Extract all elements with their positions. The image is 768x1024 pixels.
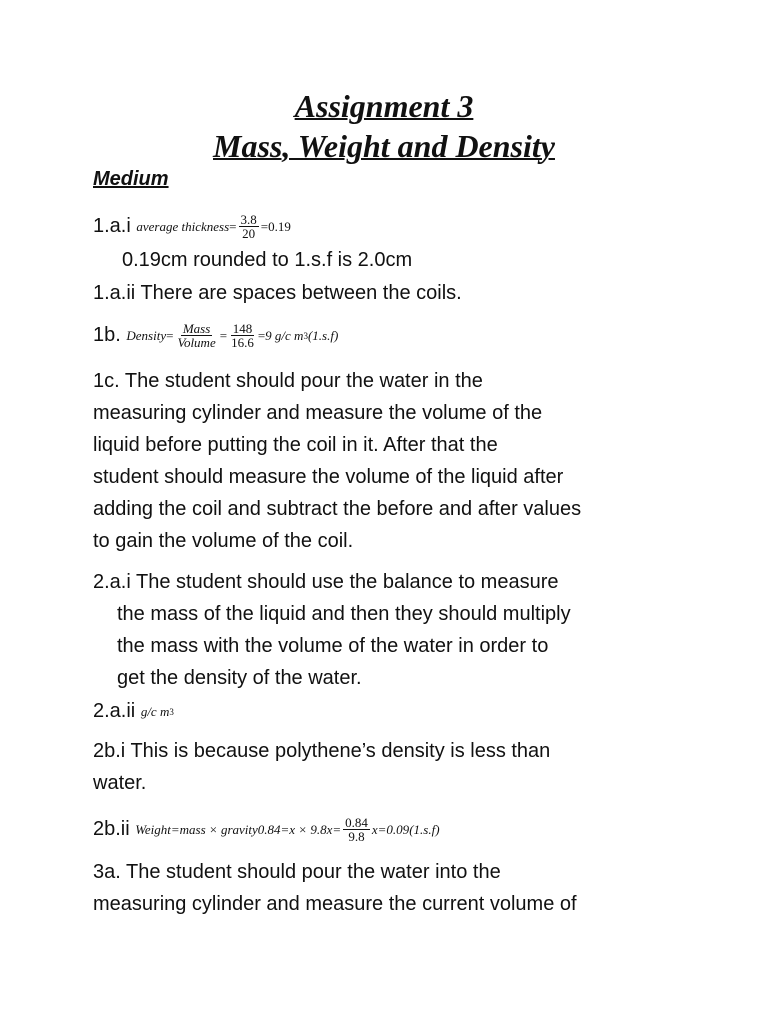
question-1ai-note: 0.19cm rounded to 1.s.f is 2.0cm: [122, 249, 413, 271]
equation-lhs: average thickness: [136, 218, 230, 234]
fraction-numerator: 3.8: [240, 212, 257, 228]
question-label: 2.a.ii: [93, 700, 136, 722]
question-1aii: 1.a.ii There are spaces between the coils.: [93, 282, 462, 304]
fraction-denominator: Volume: [177, 335, 216, 351]
question-1c: [93, 365, 693, 557]
section-heading: Medium: [93, 168, 169, 190]
equation-result: x=0.09: [371, 821, 410, 837]
equation-unit: [141, 696, 174, 728]
question-label: 1.a.i: [93, 215, 131, 237]
exponent: 3: [303, 330, 308, 341]
equation-lhs: Density: [126, 327, 167, 343]
text-line: the mass of the liquid and then they should multiply: [117, 603, 571, 625]
assignment-subtitle: Mass, Weight and Density: [213, 128, 555, 164]
fraction-denominator: 16.6: [231, 335, 254, 351]
text-line: 2.a.i The student should use the balance to measure: [93, 571, 559, 593]
text-line: measuring cylinder and measure the volume of the: [93, 402, 543, 424]
text-line: to gain the volume of the coil.: [93, 530, 354, 552]
text-line: 3a. The student should pour the water into the: [93, 861, 501, 883]
equation-average-thickness: average thickness = $\frac{3.8}{20}$ = 0.19: [136, 212, 291, 242]
text-line: get the density of the water.: [117, 667, 362, 689]
fraction-values: [229, 322, 256, 349]
text-line: the mass with the volume of the water in order to: [117, 635, 549, 657]
text-line: 2b.i This is because polythene’s density is less than: [93, 740, 551, 762]
question-1ai: [93, 210, 291, 243]
fraction: [343, 816, 370, 843]
text-line: water.: [93, 772, 147, 794]
question-2ai: [93, 566, 693, 694]
equation-result: 0.19: [268, 218, 291, 234]
fraction-numerator: 148: [232, 321, 253, 337]
unit-text: g/c m: [140, 703, 170, 719]
question-3a: [93, 856, 693, 920]
equation-weight: [135, 814, 439, 846]
text-line: adding the coil and subtract the before and after values: [93, 498, 582, 520]
question-label: 1b.: [93, 324, 121, 346]
text-line: 1c. The student should pour the water in the: [93, 370, 483, 392]
fraction-mass-volume: [175, 322, 217, 349]
equation-density: Density = $\frac{\text{Mass}}{\text{Volume}}$ = $\frac{148}{16.6}$ = 9 g/c m 3 (1.s.f): [126, 321, 339, 351]
equation-result: 9 g/c m: [265, 327, 304, 343]
question-2bi: [93, 735, 693, 799]
rounding-note: (1.s.f): [409, 821, 440, 837]
assignment-title: Assignment 3: [294, 88, 474, 124]
exponent: 3: [169, 706, 174, 717]
text-line: measuring cylinder and measure the current volume of: [93, 893, 577, 915]
text-line: student should measure the volume of the liquid after: [93, 466, 564, 488]
rounding-note: (1.s.f): [307, 327, 339, 343]
fraction: [239, 213, 259, 240]
fraction-denominator: 20: [242, 226, 256, 242]
question-2bii: [93, 813, 440, 846]
text-line: liquid before putting the coil in it. After that the: [93, 434, 498, 456]
question-2aii: [93, 695, 174, 728]
question-1b: [93, 319, 338, 352]
question-label: 2b.ii: [93, 818, 130, 840]
equation-lhs: Weight=mass × gravity0.84=x × 9.8x=: [135, 821, 342, 837]
fraction-numerator: 0.84: [345, 815, 368, 831]
fraction-denominator: 9.8: [348, 829, 365, 845]
fraction-numerator: Mass: [182, 321, 211, 337]
